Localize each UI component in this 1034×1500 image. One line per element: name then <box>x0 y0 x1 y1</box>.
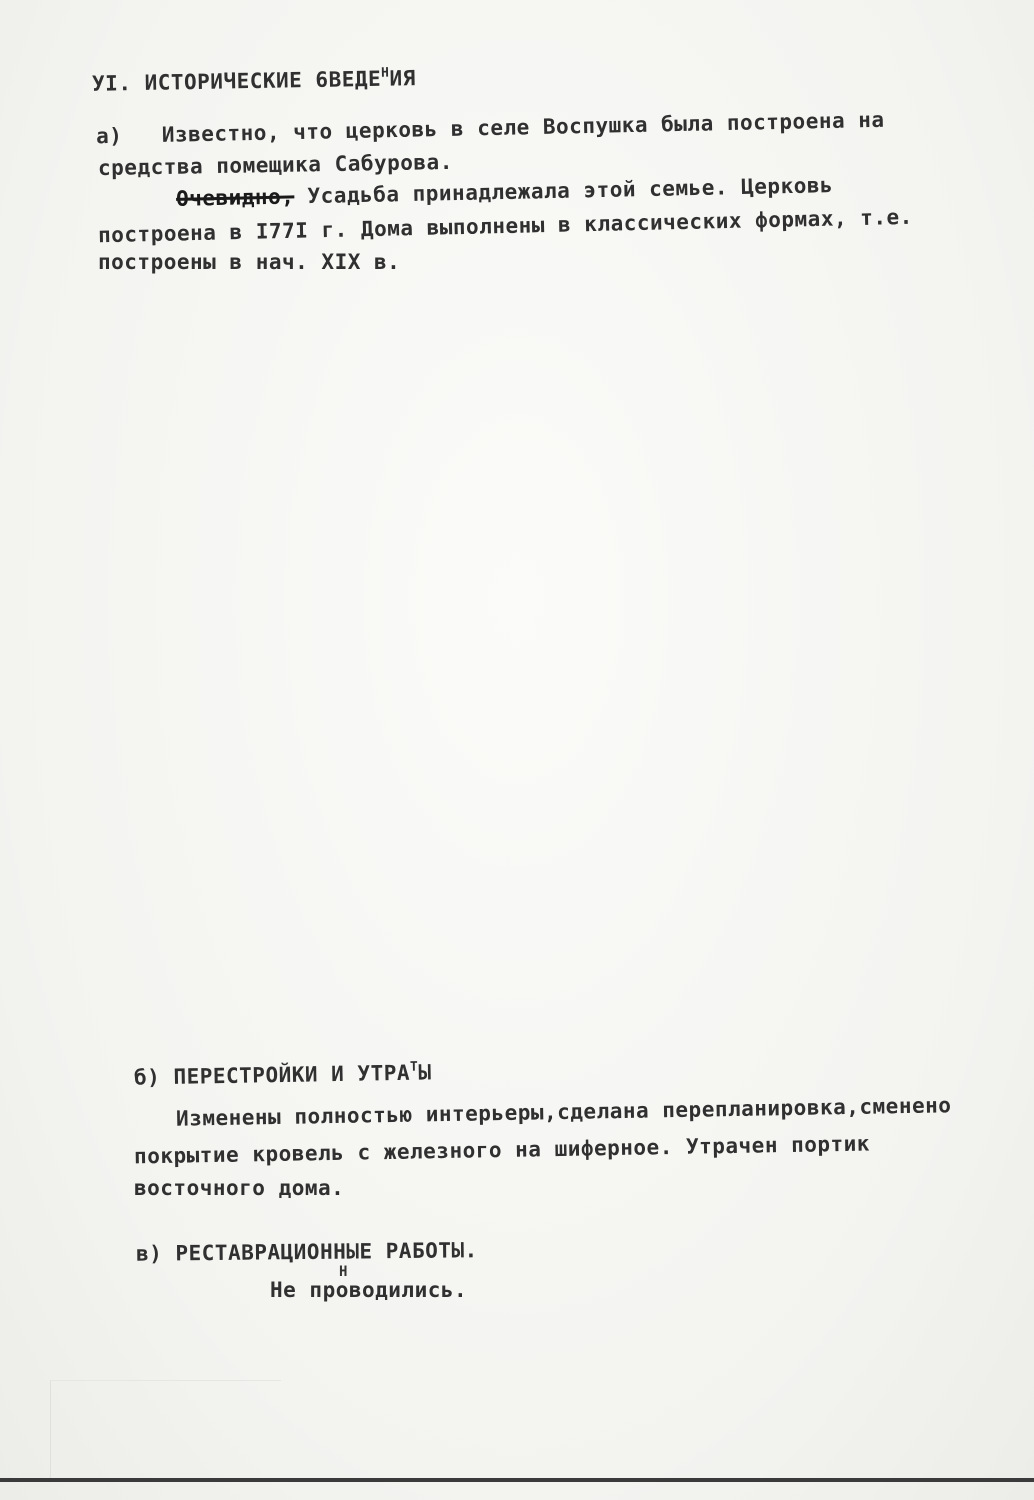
section-heading-prefix: УI. ИСТОРИЧЕСКИЕ 6ВЕДЕ <box>91 66 382 96</box>
para-a-line-3 <box>176 173 834 211</box>
para-a-line-3-text: Усадьба принадлежала этой семье. Церковь <box>307 173 834 209</box>
para-b-heading-suffix: Ы <box>418 1060 432 1085</box>
para-b-heading <box>134 1059 432 1089</box>
para-b-heading-correction: Т <box>409 1059 419 1075</box>
section-heading-correction: Н <box>380 65 390 81</box>
para-a-line-1 <box>96 108 885 149</box>
para-v-correction: Н <box>339 1264 348 1280</box>
para-a-line-1-text: Известно, что церковь в селе Воспушка была построена на <box>161 107 885 147</box>
para-v-line-1: Не проводились. <box>270 1278 468 1302</box>
section-heading <box>92 65 416 96</box>
para-a-line-2: средства помещика Сабурова. <box>97 149 454 181</box>
para-b-line-2: покрытие кровель с железного на шиферное. Утрачен портик <box>133 1131 871 1169</box>
para-b-line-1: Изменены полностью интерьеры,сделана перепланировка,сменено <box>175 1093 952 1131</box>
struck-word: Очевидно, <box>175 184 295 211</box>
para-b-line-3: восточного дома. <box>134 1176 345 1200</box>
para-a-line-5: построены в нач. XIX в. <box>98 250 401 274</box>
para-v-heading: в) РЕСТАВРАЦИОННЫЕ РАБОТЫ. <box>135 1238 478 1266</box>
section-heading-suffix: ИЯ <box>389 66 416 91</box>
para-a-marker: а) <box>95 123 123 149</box>
para-b-heading-prefix: б) ПЕРЕСТРОЙКИ И УТРА <box>133 1060 411 1090</box>
faint-stamp-area <box>50 1380 281 1481</box>
para-a-line-4: построена в I77I г. Дома выполнены в классических формах, т.е. <box>97 204 914 248</box>
bottom-edge-rule <box>0 1478 1034 1482</box>
